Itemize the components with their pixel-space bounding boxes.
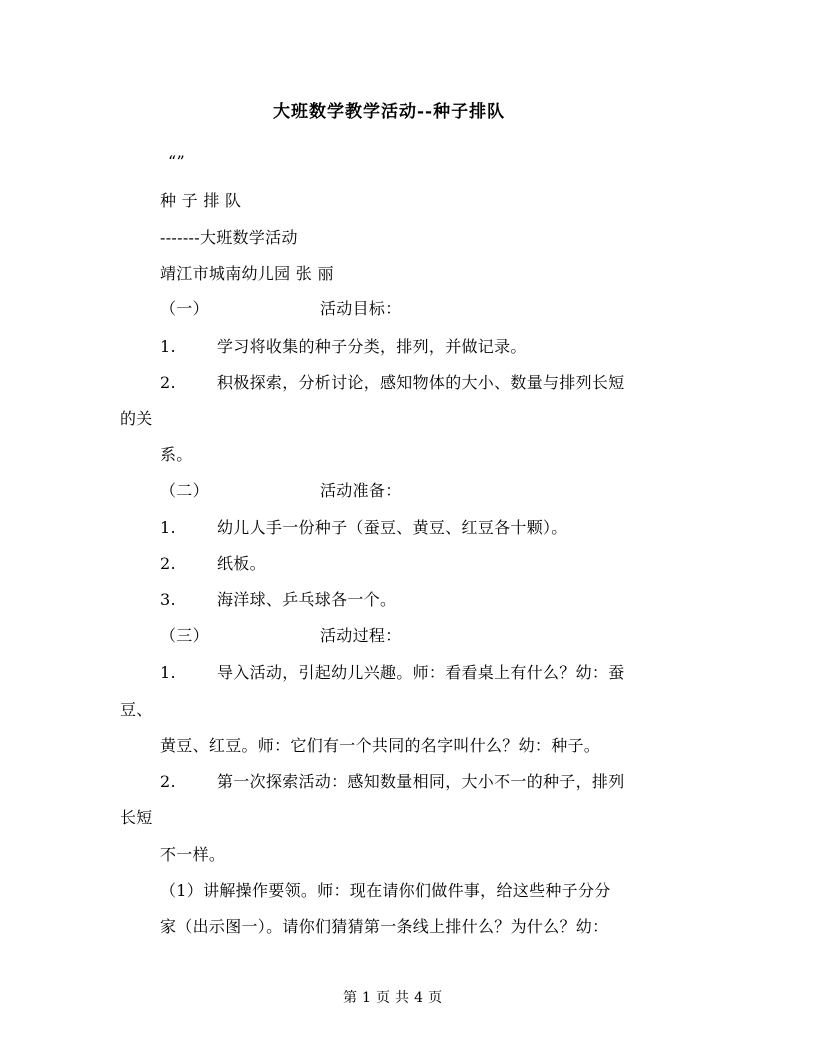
section-title: 活动准备： <box>320 481 402 500</box>
item-number: 1. <box>160 518 176 537</box>
item-text: 积极探索，分析讨论，感知物体的大小、数量与排列长短 <box>217 373 625 392</box>
list-item <box>160 554 266 574</box>
item-continuation: 黄豆、红豆。师：它们有一个共同的名字叫什么？幼：种子。 <box>160 736 601 755</box>
section-title: 活动目标： <box>320 299 402 318</box>
item-text: 海洋球、乒乓球各一个。 <box>217 590 397 609</box>
item-number: 2. <box>160 554 176 573</box>
item-continuation: 不一样。 <box>160 845 226 864</box>
item-number: 1. <box>160 663 176 682</box>
item-continuation: 长短 <box>120 808 153 827</box>
heading-subtitle: -------大班数学活动 <box>160 228 298 247</box>
quote-marks: “” <box>168 152 185 171</box>
paragraph-line: 家（出示图一）。请你们猜猜第一条线上排什么？为什么？幼： <box>160 917 609 936</box>
item-number: 1. <box>160 337 176 356</box>
item-number: 2. <box>160 373 176 392</box>
document-title: 大班数学教学活动--种子排队 <box>273 102 506 122</box>
section-heading-goals <box>160 299 402 319</box>
item-continuation: 的关 <box>120 409 153 428</box>
section-heading-preparation <box>160 481 402 501</box>
heading-title: 种 子 排 队 <box>160 191 242 210</box>
item-text: 第一次探索活动：感知数量相同，大小不一的种子，排列 <box>217 772 625 791</box>
item-text: 导入活动，引起幼儿兴趣。师：看看桌上有什么？幼：蚕 <box>217 663 625 682</box>
section-title: 活动过程： <box>320 626 402 645</box>
item-text: 学习将收集的种子分类，排列，并做记录。 <box>217 337 527 356</box>
item-number: 2. <box>160 772 176 791</box>
list-item <box>160 772 625 792</box>
item-continuation: 豆、 <box>120 700 153 719</box>
section-label: （三） <box>160 626 209 645</box>
section-heading-process <box>160 626 402 646</box>
list-item <box>160 590 396 610</box>
item-text: 纸板。 <box>217 554 266 573</box>
list-item <box>160 373 625 393</box>
item-number: 3. <box>160 590 176 609</box>
section-label: （二） <box>160 481 209 500</box>
item-continuation: 系。 <box>160 445 193 464</box>
author-line: 靖江市城南幼儿园 张 丽 <box>160 264 334 283</box>
list-item <box>160 518 568 538</box>
page-footer: 第 1 页 共 4 页 <box>343 990 443 1006</box>
list-item <box>160 337 527 357</box>
paragraph-line: （1）讲解操作要领。师：现在请你们做件事，给这些种子分分 <box>160 881 611 900</box>
list-item <box>160 663 625 683</box>
item-text: 幼儿人手一份种子（蚕豆、黄豆、红豆各十颗）。 <box>217 518 568 537</box>
section-label: （一） <box>160 299 209 318</box>
